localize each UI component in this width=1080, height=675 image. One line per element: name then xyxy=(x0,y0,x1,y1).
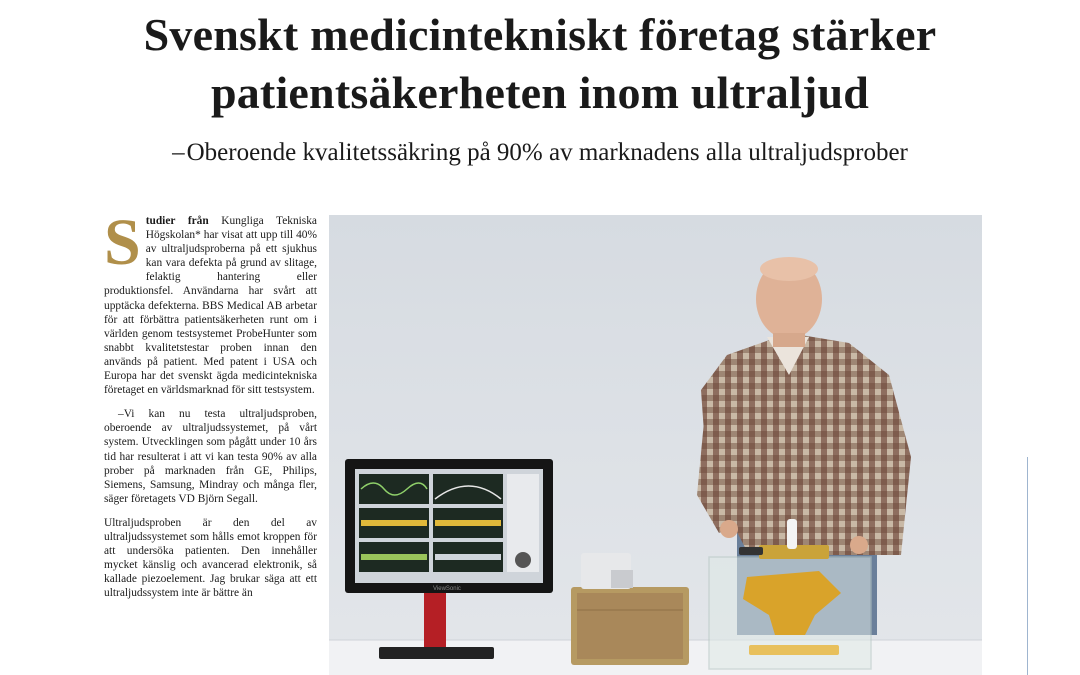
article-photo xyxy=(329,215,982,675)
article-paragraph-2: –Vi kan nu testa ultraljudsproben, oberoende av ultraljudssystemet, på vårt system. Utvecklingen som pågått under 10 års tid har resulterat i att vi kan testa 90% av alla prober på marknaden från GE, Philips, Siemens, Samsung, Mindray och många fler, säger företagets VD Björn Segall. xyxy=(104,408,317,505)
article-paragraph-3: Ultraljudsproben är den del av ultraljudssystemet som hålls emot kroppen för att undersöka patienten. Den innehåller mycket känslig och avancerad elektronik, så kallade piezoelement. Jag brukar säga att ett ultraljudssystem inte är bättre än xyxy=(104,516,317,600)
subheadline-text: Oberoende kvalitetssäkring på 90% av marknadens alla ultraljudsprober xyxy=(186,139,908,166)
article-column xyxy=(104,206,317,610)
paragraph-1-text: Kungliga Tekniska Högskolan* har visat att upp till 40% av ultraljudsproberna på ett sjukhus kan vara defekta på grund av slitage, felaktig hantering eller produktionsfel. Användarna har svårt att upptäcka defekterna. BBS Medical AB arbetar för att förbättra patientsäkerheten runt om i världen genom testsystemet ProbeHunter som snabbt kvalitetstestar proben innan den används på patient. Med patent i USA och Europa har det svenskt ägda medicintekniska företaget en världsmarknad för sitt testsystem. xyxy=(104,215,317,397)
monitor xyxy=(345,459,553,659)
headline-line-1: Svenskt medicintekniskt företag stärker xyxy=(143,9,937,60)
test-instrument xyxy=(571,553,689,665)
drop-cap: S xyxy=(104,206,141,279)
lead-in: tudier från xyxy=(145,215,209,227)
subheadline xyxy=(0,137,1080,169)
headline xyxy=(0,6,1080,122)
column-rule xyxy=(1027,457,1028,675)
subheadline-dash: – xyxy=(172,139,185,166)
article-paragraph-1 xyxy=(104,206,317,397)
monitor-brand: ViewSonic xyxy=(433,586,461,592)
headline-line-2: patientsäkerheten inom ultraljud xyxy=(210,67,870,118)
